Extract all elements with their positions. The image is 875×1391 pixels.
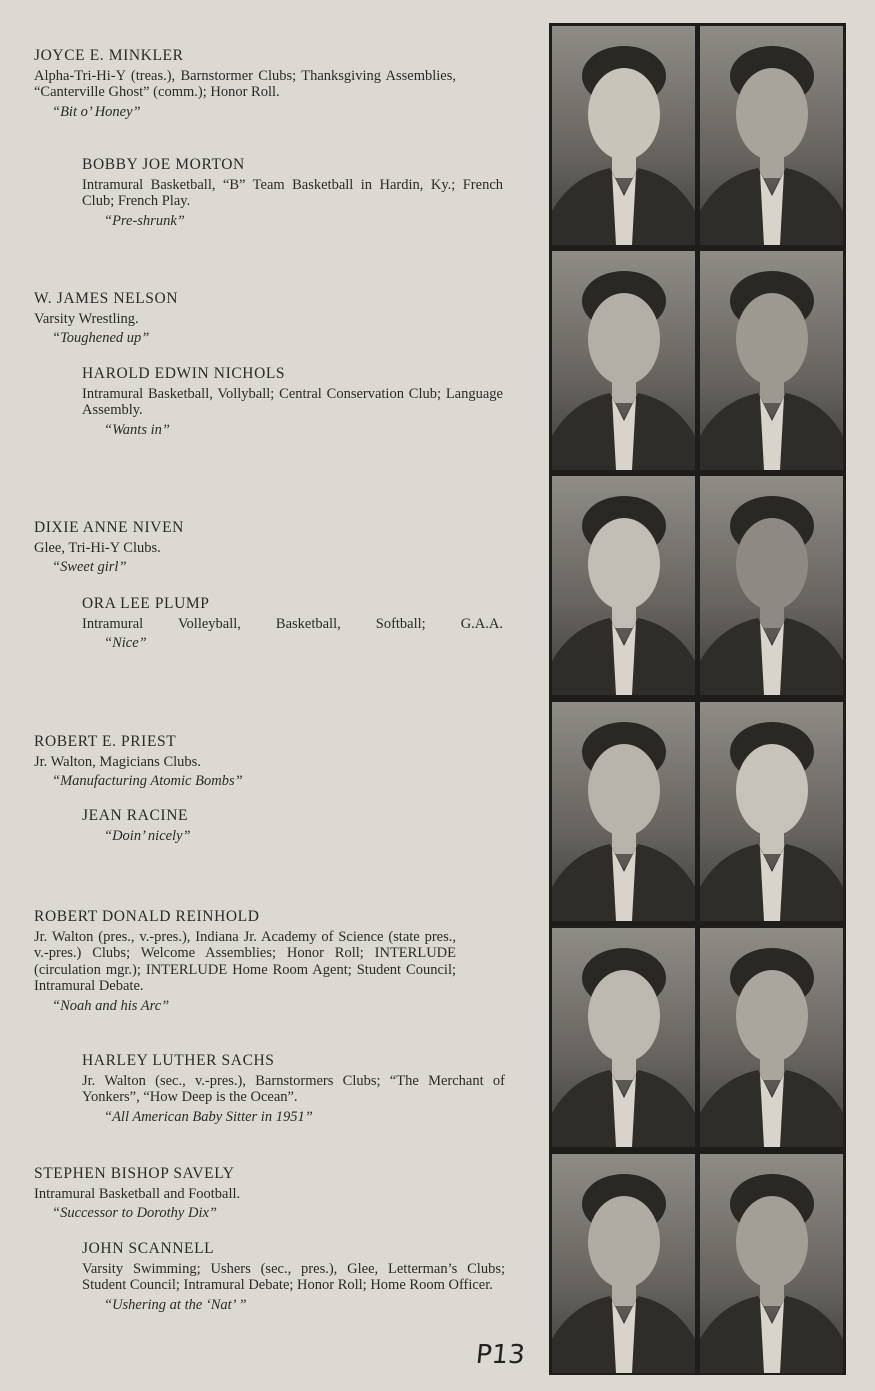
nickname-quote: “Ushering at the ‘Nat’ ” xyxy=(104,1296,247,1313)
nickname-quote: “All American Baby Sitter in 1951” xyxy=(104,1108,313,1125)
student-portrait xyxy=(552,251,695,470)
student-name: JOYCE E. MINKLER xyxy=(34,47,184,64)
student-name: ORA LEE PLUMP xyxy=(82,595,210,612)
activities: Jr. Walton, Magicians Clubs. xyxy=(34,753,201,770)
activities: Jr. Walton (sec., v.-pres.), Barnstormers Clubs; “The Merchant of Yonkers”, “How Deep is the Ocean”. xyxy=(82,1072,505,1105)
nickname-quote: “Pre-shrunk” xyxy=(104,212,185,229)
portrait-silhouette xyxy=(700,702,843,921)
activities: Intramural Basketball, “B” Team Basketball in Hardin, Ky.; French Club; French Play. xyxy=(82,176,503,209)
nickname-quote: “Doin’ nicely” xyxy=(104,827,191,844)
student-name: HARLEY LUTHER SACHS xyxy=(82,1052,275,1069)
student-portrait xyxy=(552,928,695,1147)
student-name: ROBERT E. PRIEST xyxy=(34,733,177,750)
activities: Alpha-Tri-Hi-Y (treas.), Barnstormer Clubs; Thanksgiving Assemblies, “Canterville Ghost” (comm.); Honor Roll. xyxy=(34,67,456,100)
student-portrait xyxy=(700,928,843,1147)
student-name: HAROLD EDWIN NICHOLS xyxy=(82,365,286,382)
activities: Varsity Wrestling. xyxy=(34,310,139,327)
activities: Varsity Swimming; Ushers (sec., pres.), Glee, Letterman’s Clubs; Student Council; Intramural Debate; Honor Roll; Home Room Officer. xyxy=(82,1260,505,1293)
portrait-silhouette xyxy=(552,476,695,695)
portrait-silhouette xyxy=(552,928,695,1147)
student-name: W. JAMES NELSON xyxy=(34,290,179,307)
portrait-silhouette xyxy=(700,928,843,1147)
nickname-quote: “Bit o’ Honey” xyxy=(52,103,141,120)
student-portrait xyxy=(552,476,695,695)
senior-entry xyxy=(34,1166,504,1222)
portrait-silhouette xyxy=(700,251,843,470)
portrait-silhouette xyxy=(700,476,843,695)
senior-entry xyxy=(82,1053,505,1125)
student-portrait xyxy=(700,476,843,695)
page-number: P13 xyxy=(474,1340,527,1370)
portrait-silhouette xyxy=(700,26,843,245)
student-portrait xyxy=(552,1154,695,1373)
portrait-silhouette xyxy=(552,26,695,245)
student-name: JOHN SCANNELL xyxy=(82,1240,215,1257)
student-portrait xyxy=(552,26,695,245)
senior-entry xyxy=(82,1241,505,1313)
nickname-quote: “Manufacturing Atomic Bombs” xyxy=(52,773,243,789)
student-portrait xyxy=(700,26,843,245)
student-name: JEAN RACINE xyxy=(82,807,189,824)
senior-entry xyxy=(82,157,503,229)
senior-entry xyxy=(34,909,456,1014)
senior-entry xyxy=(34,291,504,347)
senior-entry xyxy=(34,734,504,790)
nickname-quote: “Sweet girl” xyxy=(52,559,127,575)
activities: Intramural Basketball, Vollyball; Central Conservation Club; Language Assembly. xyxy=(82,385,503,418)
nickname-quote: “Wants in” xyxy=(104,421,170,438)
student-name: DIXIE ANNE NIVEN xyxy=(34,519,184,536)
activities: Glee, Tri-Hi-Y Clubs. xyxy=(34,539,161,556)
nickname-quote: “Nice” xyxy=(104,635,147,651)
nickname-quote: “Toughened up” xyxy=(52,330,150,346)
activities: Jr. Walton (pres., v.-pres.), Indiana Jr. Academy of Science (state pres., v.-pres.) Clubs; Welcome Assemblies; Honor Roll; INTERLUDE (circulation mgr.); INTERLUDE Home Room Agent; Student Council; Intramural Debate. xyxy=(34,928,456,994)
student-portrait xyxy=(700,251,843,470)
student-name: BOBBY JOE MORTON xyxy=(82,156,245,173)
senior-entry xyxy=(34,520,504,576)
student-portrait xyxy=(700,702,843,921)
student-name: ROBERT DONALD REINHOLD xyxy=(34,908,260,925)
senior-entry xyxy=(82,808,503,844)
student-name: STEPHEN BISHOP SAVELY xyxy=(34,1165,235,1182)
senior-entry xyxy=(82,596,503,652)
nickname-quote: “Noah and his Arc” xyxy=(52,997,170,1014)
portrait-silhouette xyxy=(552,702,695,921)
student-portrait xyxy=(552,702,695,921)
portrait-silhouette xyxy=(552,1154,695,1373)
senior-entry xyxy=(34,48,456,120)
senior-entry xyxy=(82,366,503,438)
student-portrait xyxy=(700,1154,843,1373)
nickname-quote: “Successor to Dorothy Dix” xyxy=(52,1205,217,1221)
activities: Intramural Volleyball, Basketball, Softball; G.A.A. xyxy=(82,615,503,632)
portrait-silhouette xyxy=(700,1154,843,1373)
portrait-silhouette xyxy=(552,251,695,470)
activities: Intramural Basketball and Football. xyxy=(34,1185,241,1202)
portrait-grid xyxy=(549,23,846,1375)
